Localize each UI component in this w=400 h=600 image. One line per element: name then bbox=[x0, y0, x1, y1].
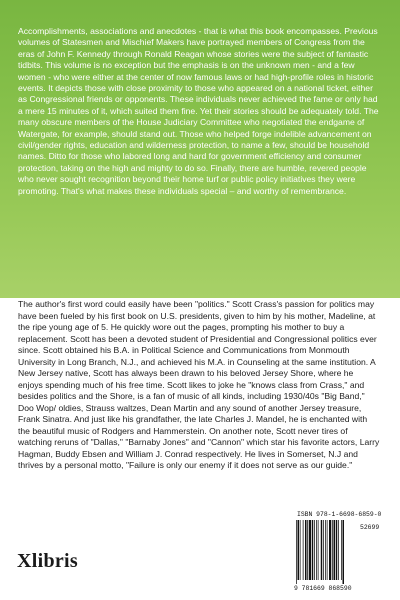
barcode-digits: 9 781669 868590 bbox=[294, 585, 352, 592]
barcode-bar bbox=[314, 520, 315, 580]
barcode-bar bbox=[316, 520, 317, 580]
barcode-bar bbox=[325, 520, 326, 580]
barcode-bar bbox=[298, 520, 300, 580]
barcode-bar bbox=[305, 520, 307, 580]
barcode-bar bbox=[332, 520, 333, 580]
barcode-bar bbox=[303, 520, 304, 580]
isbn-label: ISBN 978-1-6698-6859-0 bbox=[297, 511, 382, 518]
barcode-bar bbox=[341, 520, 342, 580]
isbn-barcode bbox=[294, 511, 384, 595]
barcode-bar bbox=[323, 520, 324, 580]
author-bio-panel bbox=[0, 298, 400, 600]
barcode-bar bbox=[334, 520, 336, 580]
barcode-bars bbox=[296, 520, 358, 584]
synopsis-panel bbox=[0, 0, 400, 298]
barcode-bar bbox=[309, 520, 311, 580]
barcode-bar bbox=[338, 520, 339, 580]
barcode-bar bbox=[307, 520, 308, 580]
barcode-bar bbox=[343, 520, 345, 584]
barcode-bar bbox=[336, 520, 338, 580]
barcode-bar bbox=[329, 520, 331, 580]
barcode-bar bbox=[327, 520, 328, 580]
synopsis-text: Accomplishments, associations and anecdotes - that is what this book encompasses. Previous volumes of Statesmen and Mischief Makers have portrayed members of Congress from the eras of John F. Kennedy through Ronald Reagan whose stories were the subject of fantastic tidbits. This volume is no exception but the emphasis is on the unknown men - and a few women - who were either at the center of now famous laws or had high-profile roles in historic events. It depicts those with close proximity to those who appeared on a national ticket, either as Congressional friends or opponents. These individuals never achieved the fame or only had a mere 15 minutes of it, which suited them fine. Yet their stories should be adequately told. The many obscure members of the House Judiciary Committee who negotiated the endgame of Watergate, for example, should stand out. Those who helped forge indelible advancement on civil/gender rights, education and wilderness protection, to name a few, should be household names. Ditto for those who labored long and hard for government efficiency and consumer protection, taking on the high and mighty to do so. Finally, there are humble, revered people who never sought recognition beyond their home turf or public policy initiatives they were promoting. That's what makes these individuals special – and worthy of remembrance. bbox=[18, 26, 379, 196]
barcode-bar bbox=[321, 520, 323, 580]
barcode-bar bbox=[318, 520, 319, 580]
publisher-logo: Xlibris bbox=[17, 550, 78, 572]
barcode-bar bbox=[300, 520, 301, 580]
price-code: 52699 bbox=[360, 524, 380, 531]
barcode-bar bbox=[296, 520, 297, 584]
author-bio-text: The author's first word could easily have been "politics." Scott Crass's passion for politics may have been fueled by his first book on U.S. presidents, given to him by his mother, Madeline, at the ripe young age of 5. He quickly wore out the pages, prompting his mother to buy a replacement. Scott has been a devoted student of Presidential and Congressional politics ever since. Scott obtained his B.A. in Political Science and Communications from Monmouth University in Long Branch, N.J., and achieved his M.A. in Counseling at the same institution. A New Jersey native, Scott has always been drawn to his beloved Jersey Shore, where he enjoys spending much of his free time. Scott likes to joke he "knows class from Crass," and besides politics and the Shore, is a fan of music of all kinds, including 1930/40s "Big Band," Doo Wop/ oldies, Strauss waltzes, Dean Martin and any sound of another Jersey treasure, Frank Sinatra. And just like his grandfather, the late Charles J. Mandel, he is enchanted with the beautiful music of Rodgers and Hammerstein. On another note, Scott never tires of watching reruns of "Dallas," "Barnaby Jones" and "Cannon" which star his favorite actors, Larry Hagman, Buddy Ebsen and William J. Conrad respectively. He lives in Somerset, N.J and thrives by a personal motto, "Failure is only our enemy if it does not serve as our guide." bbox=[18, 299, 380, 470]
barcode-bar bbox=[312, 520, 314, 580]
